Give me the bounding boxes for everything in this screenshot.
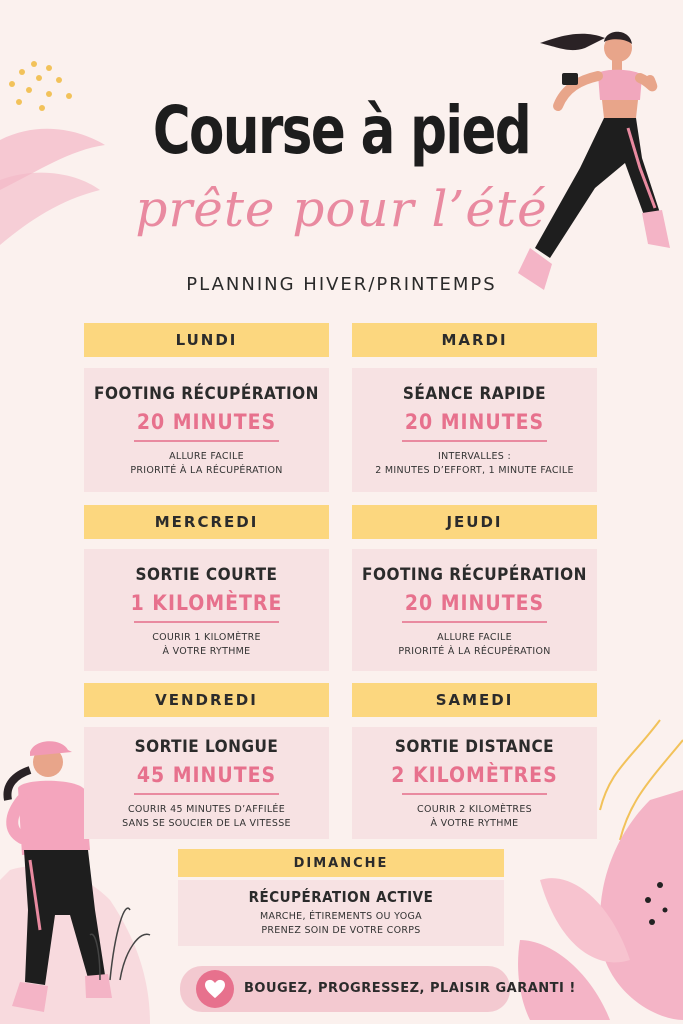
activity-note: À VOTRE RYTHME <box>430 818 519 829</box>
activity-duration: 20 MINUTES <box>404 410 545 434</box>
day-header-vendredi: VENDREDI <box>84 683 329 717</box>
activity-note: SANS SE SOUCIER DE LA VITESSE <box>122 818 291 829</box>
day-header-lundi: LUNDI <box>84 323 329 357</box>
day-card-samedi <box>352 727 597 839</box>
dots-decoration <box>4 58 79 118</box>
activity-note: 2 MINUTES D’EFFORT, 1 MINUTE FACILE <box>375 465 574 476</box>
activity-note: ALLURE FACILE <box>437 632 512 643</box>
day-header-jeudi: JEUDI <box>352 505 597 539</box>
activity-title: SORTIE COURTE <box>135 565 278 585</box>
activity-note: À VOTRE RYTHME <box>162 646 251 657</box>
activity-note: COURIR 45 MINUTES D’AFFILÉE <box>127 804 286 815</box>
activity-note: PRIORITÉ À LA RÉCUPÉRATION <box>398 646 551 657</box>
divider <box>402 793 547 795</box>
activity-duration: 20 MINUTES <box>404 591 545 615</box>
activity-title: FOOTING RÉCUPÉRATION <box>362 565 587 585</box>
activity-title: RÉCUPÉRATION ACTIVE <box>248 888 434 906</box>
activity-note: ALLURE FACILE <box>169 451 244 462</box>
activity-duration: 1 KILOMÈTRE <box>130 591 283 615</box>
day-header-dimanche: DIMANCHE <box>178 849 504 877</box>
day-card-mercredi <box>84 549 329 671</box>
planning-label: PLANNING HIVER/PRINTEMPS <box>186 274 497 295</box>
page-subtitle: prête pour l’été <box>135 180 548 238</box>
activity-title: FOOTING RÉCUPÉRATION <box>94 384 319 404</box>
day-header-samedi: SAMEDI <box>352 683 597 717</box>
activity-title: SORTIE DISTANCE <box>394 737 555 757</box>
day-card-dimanche <box>178 880 504 946</box>
divider <box>402 621 547 623</box>
day-card-mardi <box>352 368 597 492</box>
day-card-lundi <box>84 368 329 492</box>
heart-icon <box>204 979 226 999</box>
activity-note: PRENEZ SOIN DE VOTRE CORPS <box>261 925 421 936</box>
day-header-mercredi: MERCREDI <box>84 505 329 539</box>
activity-duration: 2 KILOMÈTRES <box>391 763 558 787</box>
page-title: Course à pied <box>152 92 531 169</box>
footer-slogan: BOUGEZ, PROGRESSEZ, PLAISIR GARANTI ! <box>244 981 576 996</box>
activity-duration: 45 MINUTES <box>136 763 277 787</box>
day-header-mardi: MARDI <box>352 323 597 357</box>
heart-badge <box>196 970 234 1008</box>
divider <box>134 440 279 442</box>
activity-note: INTERVALLES : <box>438 451 511 462</box>
divider <box>134 793 279 795</box>
activity-duration: 20 MINUTES <box>136 410 277 434</box>
activity-note: MARCHE, ÉTIREMENTS OU YOGA <box>260 911 422 922</box>
day-card-vendredi <box>84 727 329 839</box>
activity-note: COURIR 2 KILOMÈTRES <box>417 804 532 815</box>
activity-title: SORTIE LONGUE <box>134 737 279 757</box>
activity-note: PRIORITÉ À LA RÉCUPÉRATION <box>130 465 283 476</box>
activity-note: COURIR 1 KILOMÈTRE <box>152 632 261 643</box>
day-card-jeudi <box>352 549 597 671</box>
divider <box>402 440 547 442</box>
divider <box>134 621 279 623</box>
activity-title: SÉANCE RAPIDE <box>402 384 547 404</box>
